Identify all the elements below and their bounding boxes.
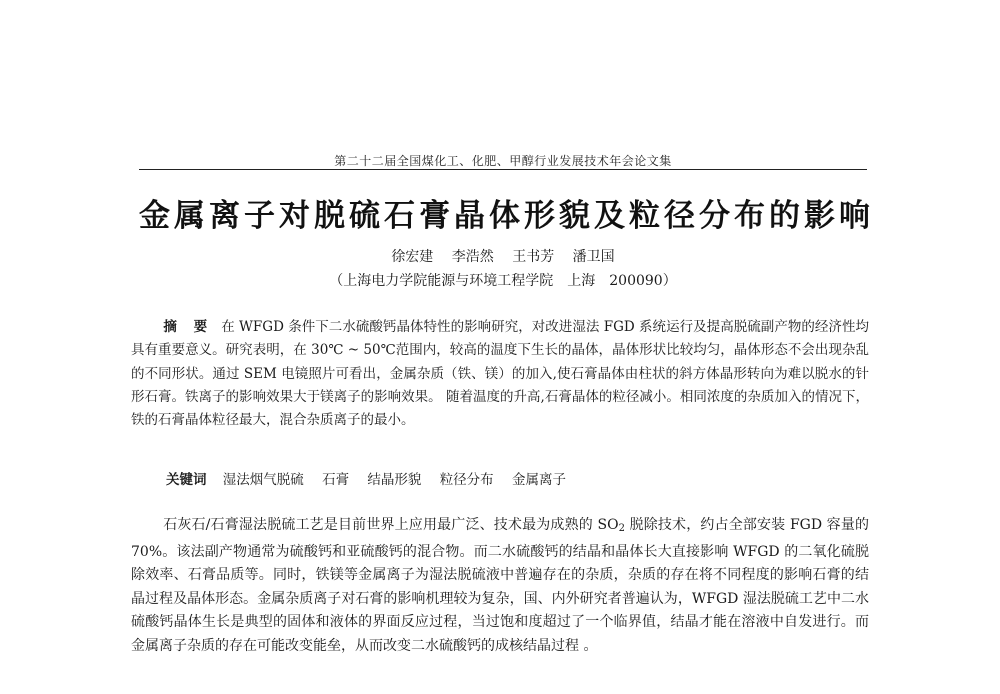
body-text-part: 石灰石/石膏湿法脱硫工艺是目前世界上应用最广泛、技术最为成熟的 SO	[163, 517, 619, 533]
author: 徐宏建	[391, 249, 434, 265]
abstract	[131, 316, 869, 432]
keyword-item: 结晶形貌	[367, 472, 422, 488]
body-paragraph	[131, 514, 869, 659]
affiliation: （上海电力学院能源与环境工程学院 上海 200090）	[329, 273, 677, 289]
author: 王书芳	[512, 249, 555, 265]
author: 李浩然	[451, 249, 494, 265]
keyword-item: 粒径分布	[439, 472, 494, 488]
running-header: 第二十二届全国煤化工、化肥、甲醇行业发展技术年会论文集	[334, 154, 672, 168]
header-rule	[139, 169, 867, 170]
keyword-item: 金属离子	[511, 472, 566, 488]
abstract-label: 摘 要	[163, 319, 214, 335]
keywords-label: 关键词	[166, 472, 207, 488]
paper-title: 金属离子对脱硫石膏晶体形貌及粒径分布的影响	[139, 198, 874, 234]
keyword-item: 石膏	[322, 472, 350, 488]
body-text-part: 脱除技术，约占全部安装 FGD 容量的 70%。该法副产物通常为硫酸钙和亚硫酸钙的混合物。而二水硫酸钙的结晶和晶体长大直接影响 WFGD 的二氧化硫脱除效率、石膏品质等。同时，铁镁等金属离子为湿法脱硫液中普遍存在的杂质，杂质的存在将不同程度的影响石膏的结晶过程及晶体形态。金属杂质离子对石膏的影响机理较为复杂，国、内外研究者普遍认为，WFGD 湿法脱硫工艺中二水硫酸钙晶体生长是典型的固体和液体的界面反应过程，当过饱和度超过了一个临界值，结晶才能在溶液中自发进行。而金属离子杂质的存在可能改变能垒，从而改变二水硫酸钙的成核结晶过程 。	[131, 517, 869, 654]
keyword-item: 湿法烟气脱硫	[222, 472, 304, 488]
abstract-text: 在 WFGD 条件下二水硫酸钙晶体特性的影响研究，对改进湿法 FGD 系统运行及提高脱硫副产物的经济性均具有重要意义。研究表明，在 30℃ ~ 50℃范围内，较高的温度下生长的晶体，晶体形状比较均匀，晶体形态不会出现杂乱的不同形状。通过 SEM 电镜照片可看出，金属杂质（铁、镁）的加入,使石膏晶体由柱状的斜方体晶形转向为难以脱水的针形石膏。铁离子的影响效果大于镁离子的影响效果。 随着温度的升高,石膏晶体的粒径减小。相同浓度的杂质加入的情况下，铁的石膏晶体粒径最大，混合杂质离子的最小。	[131, 319, 869, 429]
so2-subscript: 2	[618, 523, 625, 534]
keywords	[166, 468, 866, 488]
author-list	[139, 246, 867, 266]
author: 潘卫国	[572, 249, 615, 265]
